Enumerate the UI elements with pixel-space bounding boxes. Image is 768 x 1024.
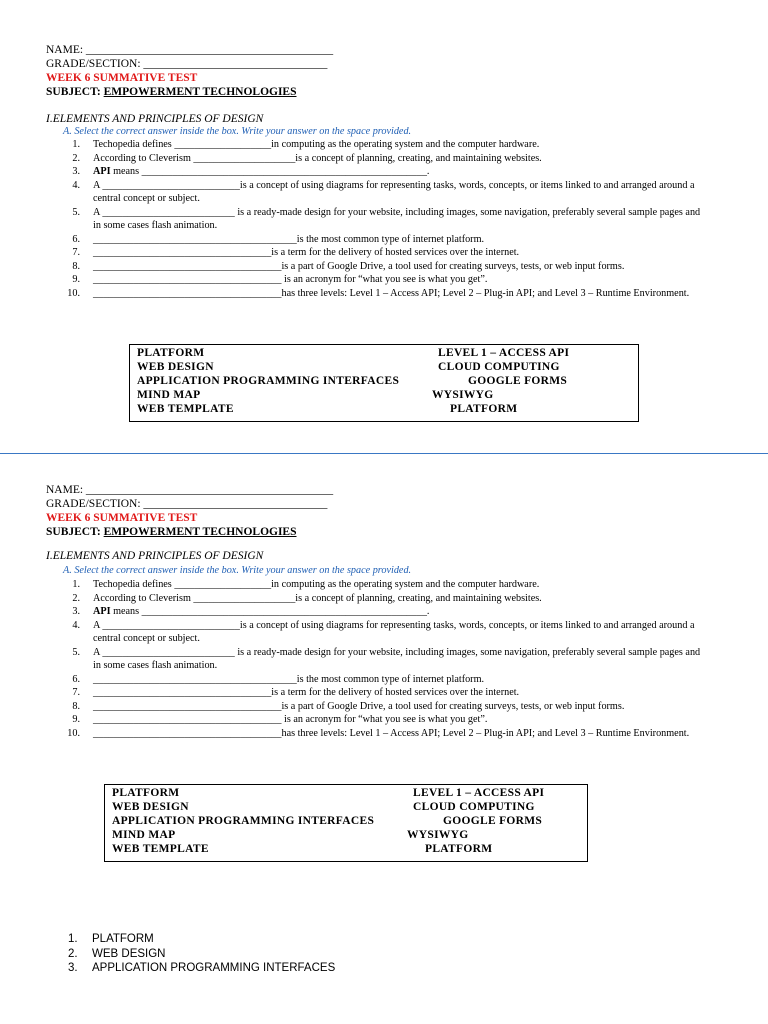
choice-right: LEVEL 1 – ACCESS API [413, 787, 545, 799]
question-number: 3. [72, 606, 80, 617]
choice-right: GOOGLE FORMS [443, 815, 543, 827]
question-number: 8. [72, 700, 80, 712]
question-bold-term: API [93, 606, 111, 617]
question-number: 6. [72, 233, 80, 245]
question-number: 2. [72, 152, 80, 164]
question-text: ___________________________________is a term for the delivery of hosted services over the internet. [93, 247, 520, 258]
question-text: ___________________________________is a term for the delivery of hosted services over the internet. [93, 687, 520, 698]
choice-left: APPLICATION PROGRAMMING INTERFACES [112, 815, 375, 827]
question-text: _____________________________________has three levels: Level 1 – Access API; Level 2 – Plug-in API; and Level 3 – Runtime Environment. [93, 727, 690, 739]
question-number: 9. [72, 274, 80, 285]
choices-box [104, 784, 588, 862]
question-list [60, 578, 710, 740]
question-text: API means ________________________________________________________. [93, 606, 430, 617]
question-text: Techopedia defines ___________________in computing as the operating system and the computer hardware. [93, 579, 540, 590]
choice-left: WEB TEMPLATE [137, 403, 234, 415]
grade-section-line: GRADE/SECTION: ________________________________ [46, 498, 328, 510]
subject-label: SUBJECT: [46, 86, 104, 98]
instruction: A. Select the correct answer inside the box. Write your answer on the space provided. [63, 565, 412, 576]
instruction: A. Select the correct answer inside the box. Write your answer on the space provided. [63, 126, 412, 137]
name-line: NAME: ___________________________________________ [46, 484, 334, 496]
question-item [60, 605, 710, 619]
question-item [60, 727, 710, 741]
question-text: A __________________________ is a ready-made design for your website, including images, some navigation, preferably several sample pages and in some cases flash animation. [93, 646, 701, 671]
choice-left: PLATFORM [112, 787, 180, 799]
answer-number: 2. [68, 947, 78, 960]
subject-line [46, 525, 333, 539]
answer-item [68, 961, 335, 976]
question-number: 5. [72, 206, 80, 218]
choice-right: CLOUD COMPUTING [413, 801, 535, 813]
question-text: A __________________________ is a ready-made design for your website, including images, some navigation, preferably several sample pages and in some cases flash animation. [93, 206, 701, 231]
choice-left: APPLICATION PROGRAMMING INTERFACES [137, 375, 400, 387]
test-title: WEEK 6 SUMMATIVE TEST [46, 512, 198, 524]
question-text: A ___________________________is a concept of using diagrams for representing tasks, words, concepts, or items linked to and arranged around a central concept or subject. [93, 179, 695, 204]
question-text: ________________________________________is the most common type of internet platform. [93, 673, 485, 685]
question-number: 4. [72, 619, 80, 631]
question-number: 4. [72, 179, 80, 191]
question-text: According to Cleverism ____________________is a concept of planning, creating, and maintaining websites. [93, 592, 542, 604]
subject-value: EMPOWERMENT TECHNOLOGIES [103, 86, 297, 98]
choice-left: MIND MAP [112, 829, 176, 841]
choice-right: WYSIWYG [407, 829, 469, 841]
question-number: 8. [72, 260, 80, 272]
question-number: 2. [72, 592, 80, 604]
choice-right: CLOUD COMPUTING [438, 361, 560, 373]
subject-value: EMPOWERMENT TECHNOLOGIES [103, 526, 297, 538]
question-item [60, 578, 710, 592]
question-text: According to Cleverism ____________________is a concept of planning, creating, and maintaining websites. [93, 152, 542, 164]
question-text: _____________________________________is a part of Google Drive, a tool used for creating surveys, tests, or web input forms. [93, 260, 625, 272]
choice-left: WEB TEMPLATE [112, 843, 209, 855]
question-number: 3. [72, 166, 80, 177]
question-number: 10. [67, 727, 80, 739]
question-item [60, 686, 710, 700]
answer-text: APPLICATION PROGRAMMING INTERFACES [92, 962, 336, 974]
answer-item [68, 932, 335, 947]
answer-text: WEB DESIGN [92, 947, 166, 960]
section-title: I.ELEMENTS AND PRINCIPLES OF DESIGN [46, 550, 264, 562]
grade-section-line: GRADE/SECTION: ________________________________ [46, 58, 328, 70]
question-item [60, 592, 710, 606]
question-text: A ___________________________is a concept of using diagrams for representing tasks, words, concepts, or items linked to and arranged around a central concept or subject. [93, 619, 695, 644]
question-text: _____________________________________ is an acronym for “what you see is what you get”. [93, 714, 488, 725]
question-number: 10. [67, 287, 80, 299]
choice-left: WEB DESIGN [137, 361, 214, 373]
page-divider [0, 453, 768, 454]
subject-label: SUBJECT: [46, 526, 104, 538]
choice-right: PLATFORM [450, 403, 518, 415]
question-text: _____________________________________has three levels: Level 1 – Access API; Level 2 – Plug-in API; and Level 3 – Runtime Environment. [93, 287, 690, 299]
question-item [60, 700, 710, 714]
question-number: 1. [72, 139, 80, 150]
question-number: 1. [72, 579, 80, 590]
section-title: I.ELEMENTS AND PRINCIPLES OF DESIGN [46, 113, 264, 125]
question-text: API means ________________________________________________________. [93, 166, 430, 177]
question-text: ________________________________________is the most common type of internet platform. [93, 233, 485, 245]
answer-list [68, 932, 335, 976]
question-item [60, 646, 710, 673]
answer-number: 3. [68, 962, 78, 974]
question-number: 5. [72, 646, 80, 658]
test-title: WEEK 6 SUMMATIVE TEST [46, 72, 198, 84]
header-block [46, 483, 333, 539]
choice-right: LEVEL 1 – ACCESS API [438, 347, 570, 359]
question-text: Techopedia defines ___________________in computing as the operating system and the computer hardware. [93, 139, 540, 150]
choice-right: GOOGLE FORMS [468, 375, 568, 387]
name-line: NAME: ___________________________________________ [46, 44, 334, 56]
question-item [60, 713, 710, 727]
answer-item [68, 947, 335, 962]
question-number: 7. [72, 687, 80, 698]
question-bold-term: API [93, 166, 111, 177]
choice-left: MIND MAP [137, 389, 201, 401]
choice-left: PLATFORM [137, 347, 205, 359]
question-text: _____________________________________ is an acronym for “what you see is what you get”. [93, 274, 488, 285]
choice-right: PLATFORM [425, 843, 493, 855]
question-number: 6. [72, 673, 80, 685]
answer-number: 1. [68, 933, 78, 945]
question-text: _____________________________________is a part of Google Drive, a tool used for creating surveys, tests, or web input forms. [93, 700, 625, 712]
choice-right: WYSIWYG [432, 389, 494, 401]
answer-text: PLATFORM [92, 933, 154, 945]
question-item [60, 619, 710, 646]
question-item [60, 673, 710, 687]
question-number: 9. [72, 714, 80, 725]
choice-left: WEB DESIGN [112, 801, 189, 813]
question-number: 7. [72, 247, 80, 258]
